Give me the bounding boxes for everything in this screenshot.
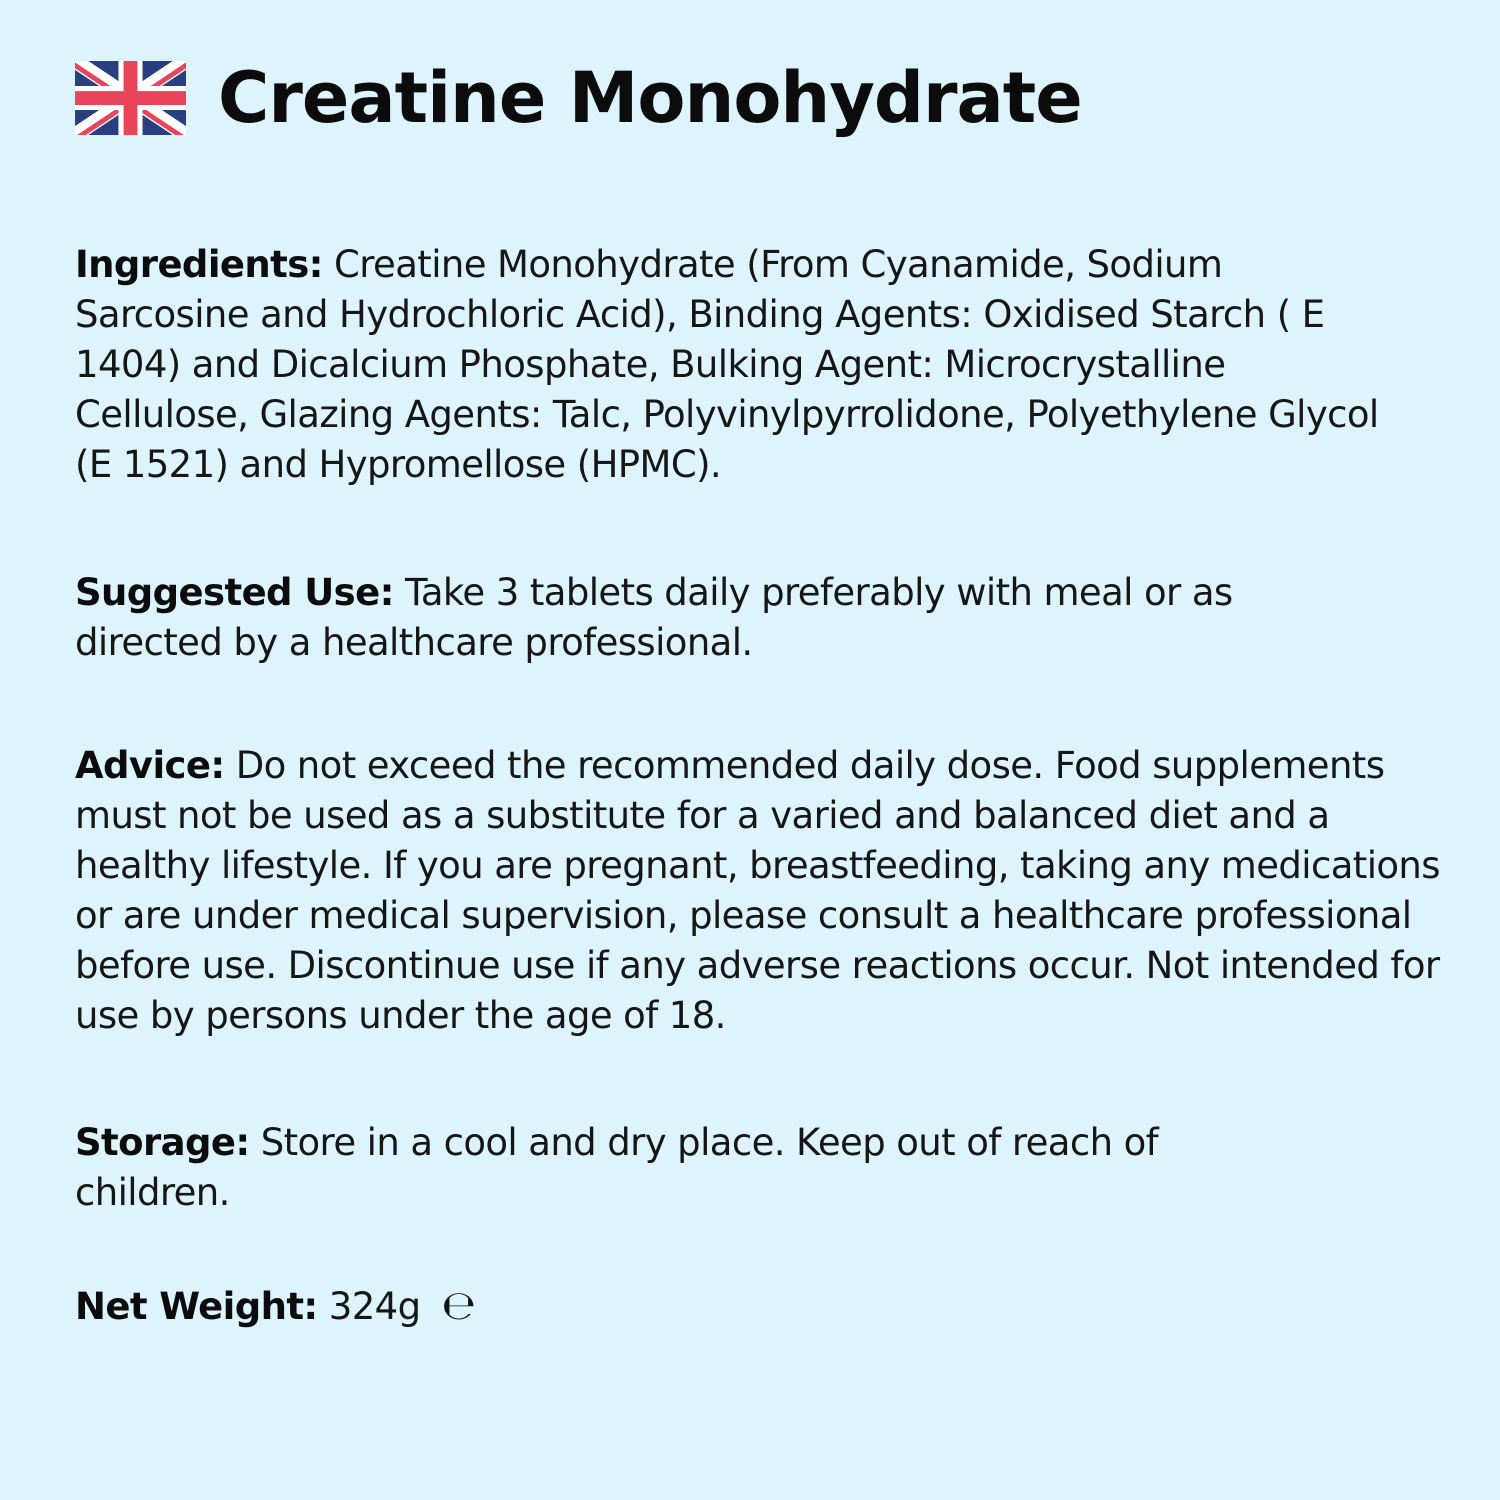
- estimated-sign-icon: ℮: [441, 1283, 476, 1329]
- suggested-use-label: Suggested Use:: [75, 571, 394, 614]
- suggested-use-section: [75, 568, 1295, 668]
- advice-text: Do not exceed the recommended daily dose. Food supplements must not be used as a substitute for a varied and balanced diet and a healthy lifestyle. If you are pregnant, breastfeeding, taking any medications or are under medical supervision, please consult a healthcare professional before use. Discontinue use if any adverse reactions occur. Not intended for use by persons under the age of 18.: [75, 744, 1440, 1037]
- net-weight-value: 324g: [328, 1285, 421, 1328]
- storage-section: [75, 1118, 1255, 1218]
- header: [75, 50, 1082, 146]
- ingredients-text: Creatine Monohydrate (From Cyanamide, Sodium Sarcosine and Hydrochloric Acid), Binding Agents: Oxidised Starch ( E 1404) and Dicalcium Phosphate, Bulking Agent: Microcrystalline Cellulose, Glazing Agents: Talc, Polyvinylpyrrolidone, Polyethylene Glycol (E 1521) and Hypromellose (HPMC).: [75, 243, 1379, 486]
- advice-label: Advice:: [75, 744, 225, 787]
- ingredients-section: [75, 240, 1405, 490]
- advice-section: [75, 741, 1460, 1041]
- ingredients-label: Ingredients:: [75, 243, 323, 286]
- net-weight-section: [75, 1281, 1460, 1332]
- net-weight-label: Net Weight:: [75, 1285, 318, 1328]
- uk-flag-icon: [75, 61, 186, 135]
- storage-label: Storage:: [75, 1121, 250, 1164]
- suggested-use-text: Take 3 tablets daily preferably with meal or as directed by a healthcare professional.: [75, 571, 1233, 664]
- storage-text: Store in a cool and dry place. Keep out of reach of children.: [75, 1121, 1159, 1214]
- page-title: Creatine Monohydrate: [218, 57, 1082, 139]
